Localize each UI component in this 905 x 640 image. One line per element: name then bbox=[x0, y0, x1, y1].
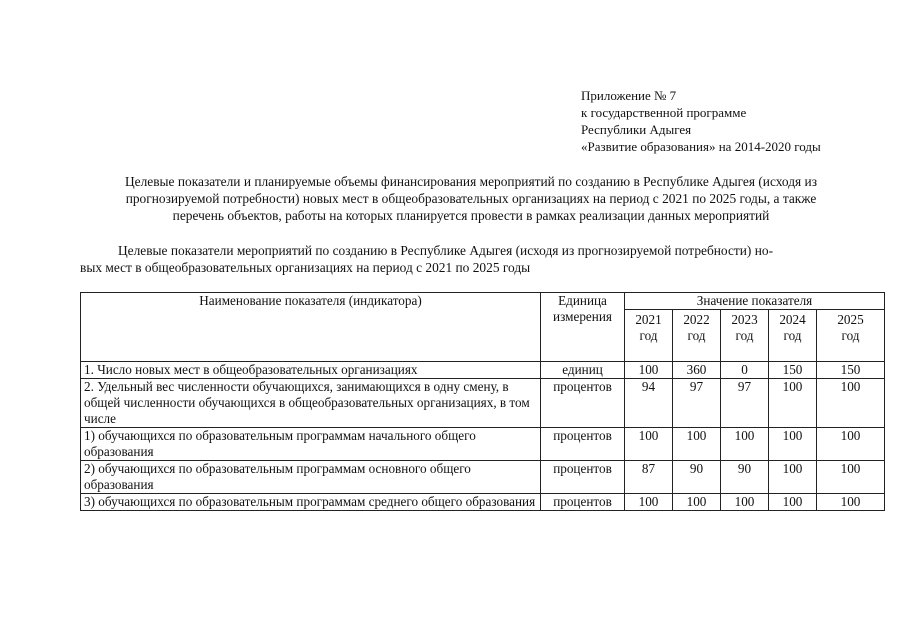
value-2025: 100 bbox=[817, 379, 885, 428]
appendix-line-number: Приложение № 7 bbox=[581, 88, 677, 103]
value-2023: 100 bbox=[721, 428, 769, 461]
value-2022: 90 bbox=[673, 461, 721, 494]
header-year-2022 bbox=[673, 310, 721, 362]
row-unit: процентов bbox=[541, 379, 625, 428]
table-caption bbox=[80, 242, 773, 276]
document-title bbox=[60, 173, 882, 224]
header-year-2021 bbox=[625, 310, 673, 362]
title-line-1: Целевые показатели и планируемые объемы финансирования мероприятий по созданию в Республике Адыгея (исходя из bbox=[124, 174, 818, 189]
value-2025: 100 bbox=[817, 461, 885, 494]
value-2024: 100 bbox=[769, 379, 817, 428]
value-2023: 90 bbox=[721, 461, 769, 494]
header-year-2024 bbox=[769, 310, 817, 362]
table-row bbox=[81, 379, 885, 428]
year-label: 2022 bbox=[683, 312, 710, 328]
row-indicator-name: 2) обучающихся по образовательным программам основного общего образования bbox=[81, 461, 541, 494]
value-2022: 100 bbox=[673, 428, 721, 461]
appendix-line-program-name: «Развитие образования» на 2014-2020 годы bbox=[581, 139, 821, 154]
table-row bbox=[81, 461, 885, 494]
title-line-2: прогнозируемой потребности) новых мест в общеобразовательных организациях на период с 2021 по 2025 годы, а также bbox=[125, 191, 817, 206]
row-unit: процентов bbox=[541, 494, 625, 511]
table-row bbox=[81, 362, 885, 379]
row-unit: процентов bbox=[541, 428, 625, 461]
table-row bbox=[81, 494, 885, 511]
header-year-2025 bbox=[817, 310, 885, 362]
year-suffix: год bbox=[639, 328, 658, 344]
year-label: 2021 bbox=[635, 312, 662, 328]
header-unit bbox=[541, 293, 625, 362]
value-2024: 100 bbox=[769, 494, 817, 511]
value-2025: 150 bbox=[817, 362, 885, 379]
header-row-1 bbox=[81, 293, 885, 310]
year-label: 2025 bbox=[837, 312, 864, 328]
value-2025: 100 bbox=[817, 428, 885, 461]
year-label: 2024 bbox=[779, 312, 806, 328]
year-suffix: год bbox=[841, 328, 860, 344]
header-unit-line-2: измерения bbox=[553, 309, 612, 324]
row-indicator-name: 2. Удельный вес численности обучающихся, занимающихся в одну смену, в общей численности обучающихся в общеобразовательных организациях, в том числе bbox=[81, 379, 541, 428]
appendix-header bbox=[581, 87, 821, 155]
header-unit-line-1: Единица bbox=[558, 293, 607, 308]
indicators-table bbox=[80, 292, 885, 511]
title-line-3: перечень объектов, работы на которых планируется провести в рамках реализации данных мероприятий bbox=[172, 208, 770, 223]
header-value-group: Значение показателя bbox=[625, 293, 885, 310]
value-2024: 100 bbox=[769, 461, 817, 494]
value-2024: 150 bbox=[769, 362, 817, 379]
caption-line-1: Целевые показатели мероприятий по созданию в Республике Адыгея (исходя из прогнозируемой потребности) но- bbox=[118, 243, 774, 258]
year-suffix: год bbox=[735, 328, 754, 344]
value-2022: 97 bbox=[673, 379, 721, 428]
value-2023: 97 bbox=[721, 379, 769, 428]
header-year-2023 bbox=[721, 310, 769, 362]
year-suffix: год bbox=[783, 328, 802, 344]
row-unit: процентов bbox=[541, 461, 625, 494]
value-2021: 94 bbox=[625, 379, 673, 428]
value-2025: 100 bbox=[817, 494, 885, 511]
value-2021: 100 bbox=[625, 494, 673, 511]
appendix-line-republic: Республики Адыгея bbox=[581, 122, 692, 137]
row-unit: единиц bbox=[541, 362, 625, 379]
value-2021: 100 bbox=[625, 428, 673, 461]
value-2024: 100 bbox=[769, 428, 817, 461]
year-suffix: год bbox=[687, 328, 706, 344]
table-row bbox=[81, 428, 885, 461]
value-2023: 100 bbox=[721, 494, 769, 511]
caption-line-2: вых мест в общеобразовательных организациях на период с 2021 по 2025 годы bbox=[80, 260, 531, 275]
value-2021: 87 bbox=[625, 461, 673, 494]
row-indicator-name: 1) обучающихся по образовательным программам начального общего образования bbox=[81, 428, 541, 461]
appendix-line-program: к государственной программе bbox=[581, 105, 747, 120]
row-indicator-name: 3) обучающихся по образовательным программам среднего общего образования bbox=[81, 494, 541, 511]
value-2022: 360 bbox=[673, 362, 721, 379]
row-indicator-name: 1. Число новых мест в общеобразовательных организациях bbox=[81, 362, 541, 379]
value-2021: 100 bbox=[625, 362, 673, 379]
value-2023: 0 bbox=[721, 362, 769, 379]
value-2022: 100 bbox=[673, 494, 721, 511]
year-label: 2023 bbox=[731, 312, 758, 328]
header-indicator-name: Наименование показателя (индикатора) bbox=[81, 293, 541, 362]
